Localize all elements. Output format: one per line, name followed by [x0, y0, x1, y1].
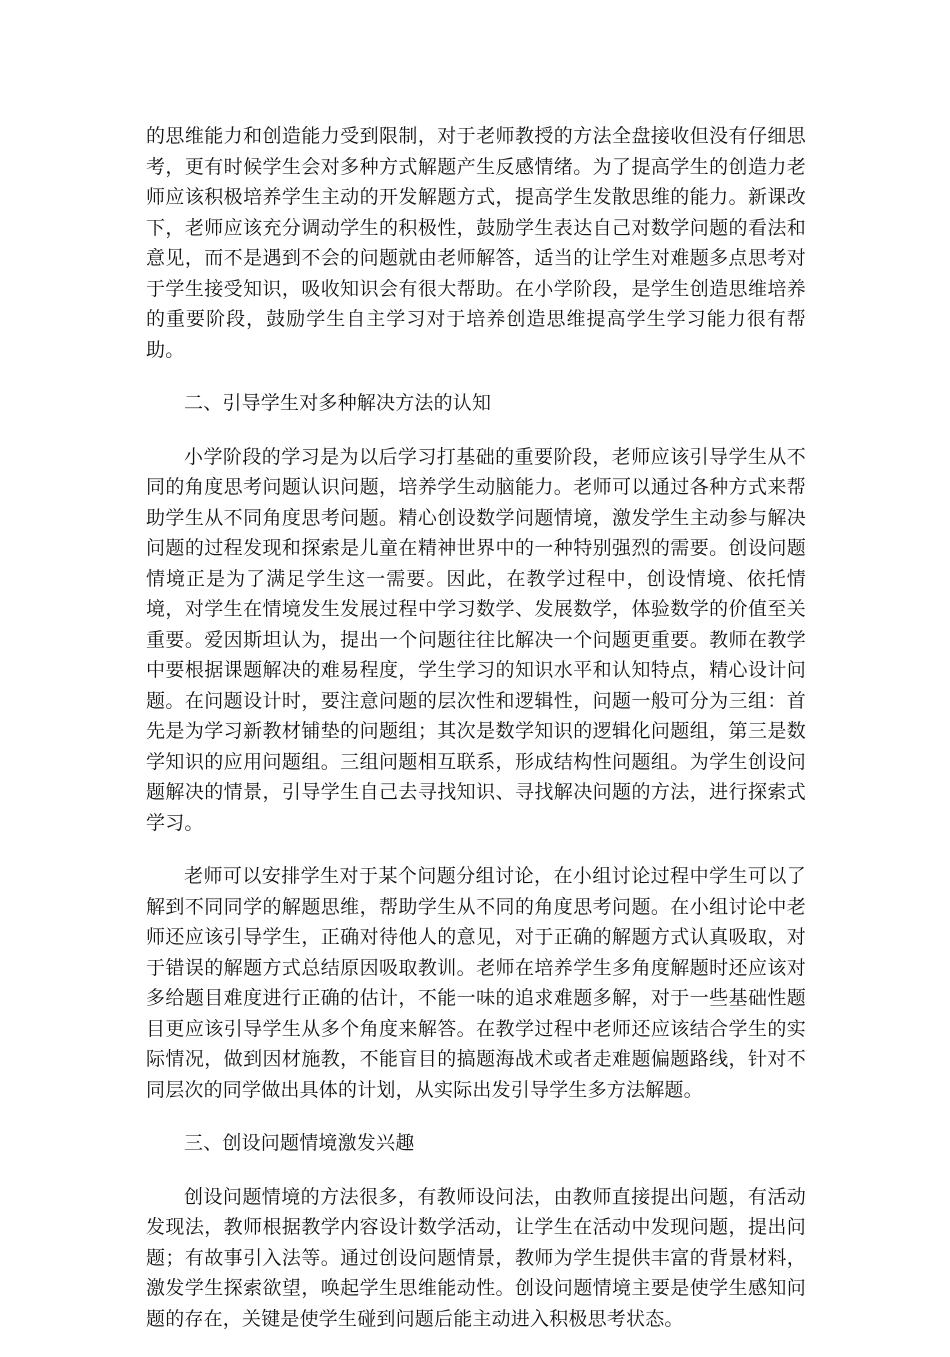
- section-heading-three: 三、创设问题情境激发兴趣: [184, 1132, 415, 1154]
- document-page: [146, 121, 806, 1357]
- paragraph-section-three-1: 创设问题情境的方法很多，有教师设问法，由教师直接提出问题，有活动发现法，教师根据教学内容设计数学活动，让学生在活动中发现问题，提出问题；有故事引入法等。通过创设问题情景，教师为学生提供丰富的背景材料， 激发学生探索欲望，唤起学生思维能动性。创设问题情境主要是使学生感知问题的存在，关键是使学生碰到问题后能主动进入积极思考状态。: [146, 1185, 806, 1330]
- paragraph-continuation: 的思维能力和创造能力受到限制，对于老师教授的方法全盘接收但没有仔细思考，更有时候学生会对多种方式解题产生反感情绪。为了提高学生的创造力老师应该积极培养学生主动的开发解题方式，提高学生发散思维的能力。新课改下，老师应该充分调动学生的积极性，鼓励学生表达自己对数学问题的看法和意见，而不是遇到不会的问题就由老师解答，适当的让学生对难题多点思考对于学生接受知识，吸收知识会有很大帮助。在小学阶段，是学生创造思维培养的重要阶段，鼓励学生自主学习对于培养创造思维提高学生学习能力很有帮助。: [146, 125, 806, 361]
- section-heading-two: 二、引导学生对多种解决方法的认知: [184, 392, 492, 414]
- paragraph-section-two-2: 老师可以安排学生对于某个问题分组讨论，在小组讨论过程中学生可以了解到不同同学的解题思维，帮助学生从不同的角度思考问题。在小组讨论中老师还应该引导学生，正确对待他人的意见，对于正确的解题方式认真吸取，对于错误的解题方式总结原因吸取教训。老师在培养学生多角度解题时还应该对多给题目难度进行正确的估计，不能一味的追求难题多解，对于一些基础性题目更应该引导学生从多个角度来解答。在教学过程中老师还应该结合学生的实际情况，做到因材施教，不能盲目的搞题海战术或者走难题偏题路线，针对不同层次的同学做出具体的计划，从实际出发引导学生多方法解题。: [146, 865, 806, 1101]
- paragraph-section-two-1: 小学阶段的学习是为以后学习打基础的重要阶段，老师应该引导学生从不同的角度思考问题认识问题，培养学生动脑能力。老师可以通过各种方式来帮助学生从不同角度思考问题。精心创设数学问题情境，激发学生主动参与解决问题的过程发现和探索是儿童在精神世界中的一种特别强烈的需要。创设问题情境正是为了满足学生这一需要。因此，在教学过程中，创设情境、依托情境，对学生在情境发生发展过程中学习数学、发展数学，体验数学的价值至关重要。爱因斯坦认为，提出一个问题往往比解决一个问题更重要。教师在教学中要根据课题解决的难易程度，学生学习的知识水平和认知特点，精心设计问题。在问题设计时，要注意问题的层次性和逻辑性，问题一般可分为三组：首先是为学习新教材铺垫的问题组；其次是数学知识的逻辑化问题组，第三是数学知识的应用问题组。三组问题相互联系，形成结构性问题组。为学生创设问题解决的情景，引导学生自己去寻找知识、寻找解决问题的方法，进行探索式学习。: [146, 445, 806, 834]
